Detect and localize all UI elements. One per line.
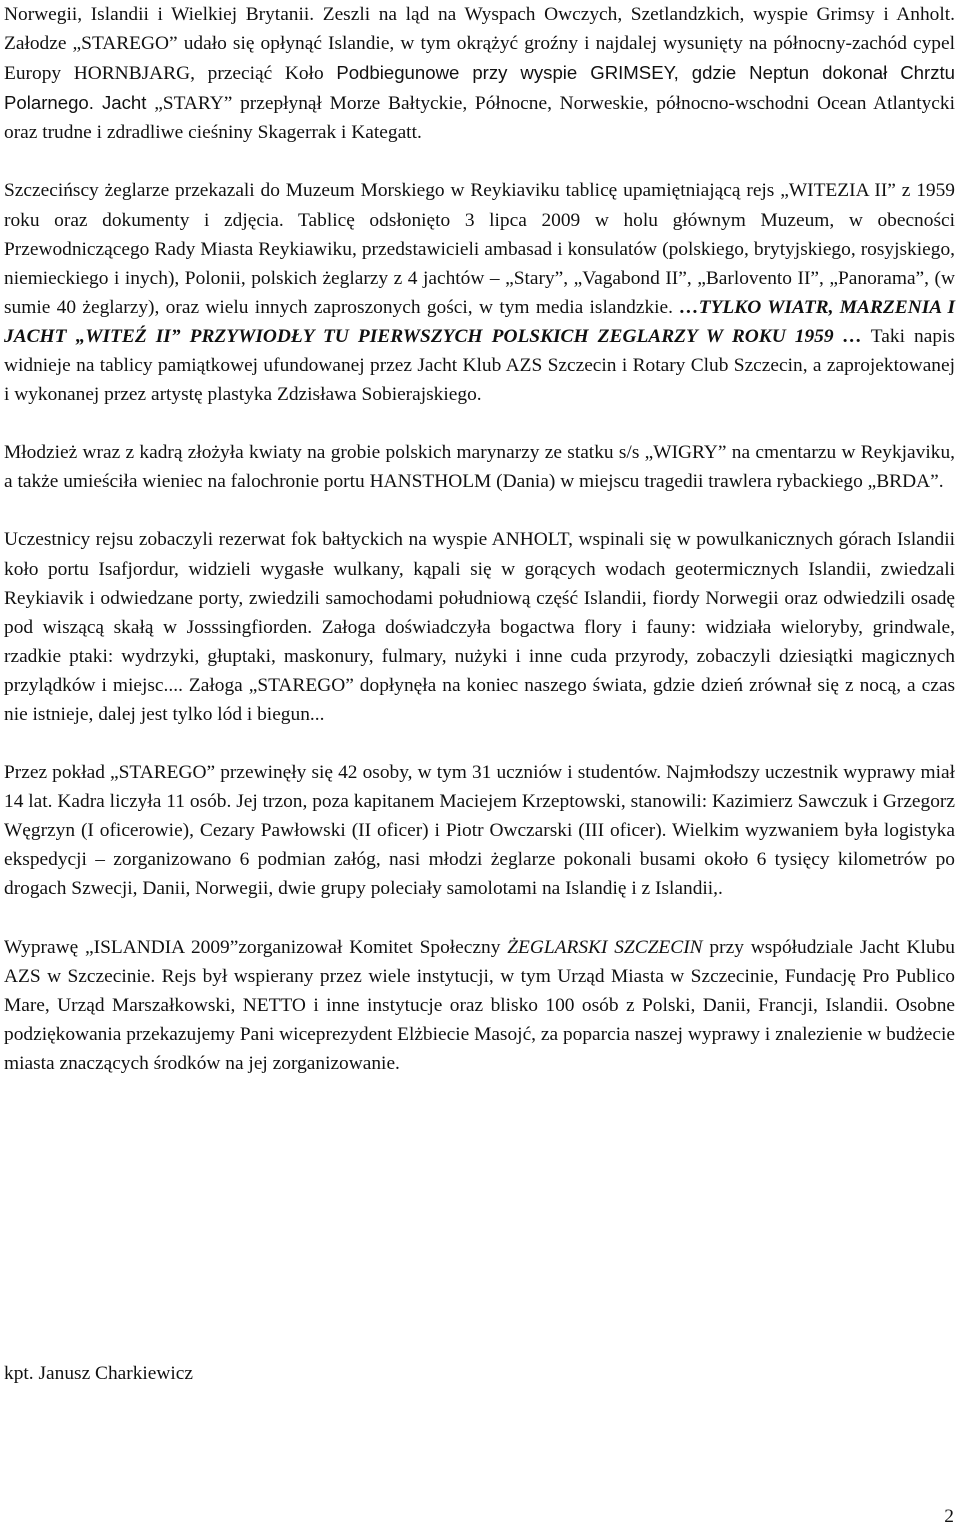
organizers-outro: przy współudziale Jacht Klubu AZS w Szczecinie. Rejs był wspierany przez wiele instytucji, w tym Urząd Miasta w Szczecinie, Fundację Pro Publico Mare, Urząd Marszałkowski, NETTO i inne instytucje oraz blisko 100 osób z Polski, Danii, Francji, Islandii. Osobne podziękowania przekazujemy Pani wiceprezydent Elżbiecie Masojć, za poparcia naszej wyprawy i znalezienie w budżecie miasta znaczących środków na jej zorganizowanie. <box>4 936 955 1074</box>
organizers-intro: Wyprawę „ISLANDIA 2009”zorganizował Komitet Społeczny <box>4 936 508 958</box>
page-number: 2 <box>944 1506 954 1527</box>
route-text-sans: Podbiegunowe przy wyspie GRIMSEY, gdzie Neptun dokonał Chrztu Polarnego. Jacht <box>4 62 955 114</box>
signature: kpt. Janusz Charkiewicz <box>4 1363 194 1384</box>
paragraph-voyage-route <box>4 0 955 147</box>
paragraph-museum-plaque <box>4 176 955 409</box>
paragraph-gap <box>4 904 955 933</box>
plaque-outro: Taki napis widnieje na tablicy pamiątkowej ufundowanej przez Jacht Klub AZS Szczecin i Rotary Club Szczecin, a zaprojektowanej i wykonanej przez artystę plastyka Zdzisława Sobierajskiego. <box>4 325 955 406</box>
plaque-inscription: …TYLKO WIATR, MARZENIA I JACHT „WITEŹ II” PRZYWIODŁY TU PIERWSZYCH POLSKICH ZEGLARZY W ROKU 1959 … <box>4 296 955 347</box>
paragraph-gap <box>4 496 955 525</box>
organizers-committee-name: ŻEGLARSKI SZCZECIN <box>507 936 703 958</box>
paragraph-gap <box>4 147 955 176</box>
plaque-intro: Szczecińscy żeglarze przekazali do Muzeum Morskiego w Reykiaviku tablicę upamiętniającą rejs „WITEZIA II” z 1959 roku oraz dokumenty i zdjęcia. Tablicę odsłonięto 3 lipca 2009 w holu głównym Muzeum, w obecności Przewodniczącego Rady Miasta Reykiawiku, przedstawicieli ambasad i konsulatów (polskiego, brytyjskiego, rosyjskiego, niemieckiego i inych), Polonii, polskich żeglarzy z 4 jachtów – „Stary”, „Vagabond II”, „Barlovento II”, „Panorama”, (w sumie 40 żeglarzy), oraz wielu innych zaproszonych gości, w tym media islandzkie. <box>4 180 955 318</box>
paragraph-sightseeing: Uczestnicy rejsu zobaczyli rezerwat fok bałtyckich na wyspie ANHOLT, wspinali się w powulkanicznych górach Islandii koło portu Isafjordur, widzieli wygasłe wulkany, kąpali się w gorących wodach geotermicznych Islandii, zwiedzali Reykiavik i odwiedzane porty, zwiedzili samochodami południową część Islandii, fiordy Norwegii oraz odwiedzili osadę pod wiszącą skałą w Josssingfiorden. Załoga doświadczyła bogactwa flory i fauny: widziała wieloryby, grindwale, rzadkie ptaki: wydrzyki, głuptaki, maskonury, fulmary, nużyki i inne cuda przyrody, zobaczyli dziesiątki magicznych przylądków i miejsc.... Załoga „STAREGO” dopłynęła na koniec naszego świata, gdzie dzień zrównał się z nocą, a czas nie istnieje, dalej jest tylko lód i biegun... <box>4 529 955 725</box>
paragraph-crew: Przez pokład „STAREGO” przewinęły się 42 osoby, w tym 31 uczniów i studentów. Najmłodszy uczestnik wyprawy miał 14 lat. Kadra liczyła 11 osób. Jej trzon, poza kapitanem Maciejem Krzeptowski, stanowili: Kazimierz Sawczuk i Grzegorz Węgrzyn (I oficerowie), Cezary Pawłowski (II oficer) i Piotr Owczarski (III oficer). Wielkim wyzwaniem była logistyka ekspedycji – zorganizowano 6 podmian załóg, nasi młodzi żeglarze pokonali busami około 6 tysięcy kilometrów po drogach Szwecji, Danii, Norwegii, dwie grupy poleciały samolotami na Islandię i z Islandii,. <box>4 762 955 900</box>
paragraph-gap <box>4 729 955 758</box>
paragraph-organizers <box>4 933 955 1078</box>
route-text-serif: Norwegii, Islandii i Wielkiej Brytanii. Zeszli na ląd na Wyspach Owczych, Szetlandzkich, wyspie Grimsy i Anholt. Załodze „STAREGO” udało się opłynąć Islandie, w tym okrążyć groźny i najdalej wysunięty na północny-zachód cypel Europy HORNBJARG, przeciąć Koło <box>4 4 955 85</box>
route-text-serif-end: „STARY” przepłynął Morze Bałtyckie, Północne, Norweskie, północno-wschodni Ocean Atlantycki oraz trudne i zdradliwe cieśniny Skagerrak i Kategatt. <box>4 93 955 144</box>
document-page <box>4 0 955 1078</box>
paragraph-gap <box>4 409 955 438</box>
paragraph-memorial: Młodzież wraz z kadrą złożyła kwiaty na grobie polskich marynarzy ze statku s/s „WIGRY” na cmentarzu w Reykjaviku, a także umieściła wieniec na falochronie portu HANSTHOLM (Dania) w miejscu tragedii trawlera rybackiego „BRDA”. <box>4 442 955 493</box>
